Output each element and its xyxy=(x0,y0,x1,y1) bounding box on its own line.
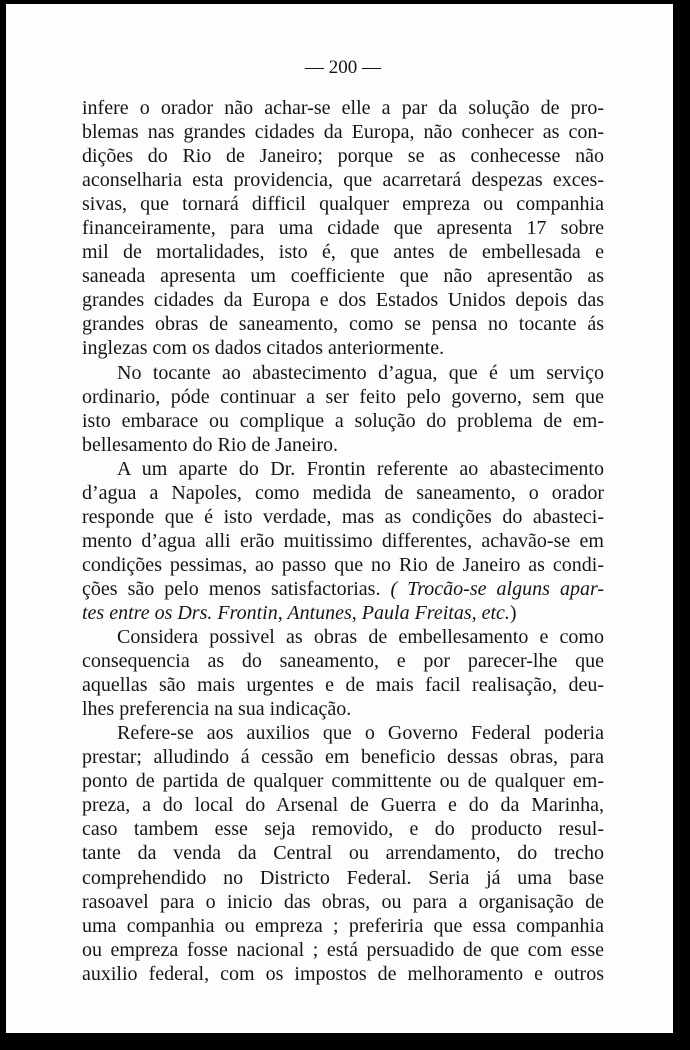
text-line: saneada apresenta um coefficiente que não apresentão as xyxy=(82,265,604,288)
paragraph xyxy=(82,721,604,986)
text-line: responde que é isto verdade, mas as condições do abasteci- xyxy=(82,505,604,528)
text-line: grandes cidades da Europa e dos Estados Unidos depois das xyxy=(82,289,604,312)
text-line: lhes preferencia na sua indicação. xyxy=(82,698,352,721)
italic-text-segment: ( Trocão-se alguns apar- xyxy=(390,577,604,600)
text-line: aquellas são mais urgentes e de mais facil realisação, deu- xyxy=(82,674,604,697)
text-line: A um aparte do Dr. Frontin referente ao abastecimento xyxy=(117,457,604,480)
italic-text-segment: tes entre os Drs. Frontin, Antunes, Paula Freitas, etc. xyxy=(82,601,510,624)
text-line: tante da venda da Central ou arrendamento, do trecho xyxy=(82,842,604,865)
text-line: blemas nas grandes cidades da Europa, não conhecer as con- xyxy=(82,121,604,144)
roman-text-segment: ) xyxy=(509,601,517,624)
text-line: uma companhia ou empreza ; preferiria que essa companhia xyxy=(82,914,604,937)
text-line: isto embarace ou complique a solução do problema de em- xyxy=(82,409,604,432)
text-line: ou empreza fosse nacional ; está persuadido de que com esse xyxy=(82,938,604,961)
text-line: dições do Rio de Janeiro; porque se as conhecesse não xyxy=(82,145,604,168)
text-line: ponto de partida de qualquer committente ou de qualquer em- xyxy=(82,770,604,793)
text-line: comprehendido no Districto Federal. Seria já uma base xyxy=(82,866,604,889)
text-line: condições pessimas, ao passo que no Rio de Janeiro as condi- xyxy=(82,553,604,576)
text-line: bellesamento do Rio de Janeiro. xyxy=(82,433,339,456)
text-line xyxy=(82,601,604,625)
text-line: inglezas com os dados citados anteriormente. xyxy=(82,337,445,360)
text-line: caso tambem esse seja removido, e do producto resul- xyxy=(82,818,604,841)
paragraph xyxy=(82,457,604,625)
text-line: consequencia as do saneamento, e por parecer-lhe que xyxy=(82,650,604,673)
text-line: financeiramente, para uma cidade que apresenta 17 sobre xyxy=(82,217,604,240)
text-line: Considera possivel as obras de embellesamento e como xyxy=(117,626,604,649)
text-line: mento d’agua alli erão muitissimo differentes, achavão-se em xyxy=(82,529,604,552)
text-column xyxy=(82,96,604,986)
paragraph xyxy=(82,625,604,721)
text-line: rasoavel para o inicio das obras, ou para a organisação de xyxy=(82,890,604,913)
text-line: sivas, que tornará difficil qualquer empreza ou companhia xyxy=(82,193,604,216)
paragraph xyxy=(82,96,604,361)
text-line: prestar; alludindo á cessão em beneficio dessas obras, para xyxy=(82,746,604,769)
text-line: No tocante ao abastecimento d’agua, que é um serviço xyxy=(117,361,604,384)
page-number: — 200 — xyxy=(305,57,381,78)
text-line: mil de mortalidades, isto é, que antes de embellesada e xyxy=(82,241,604,264)
text-line: aconselharia esta providencia, que acarretará despezas exces- xyxy=(82,169,604,192)
paragraph xyxy=(82,361,604,457)
text-line: Refere-se aos auxilios que o Governo Federal poderia xyxy=(117,722,604,745)
text-line: d’agua a Napoles, como medida de saneamento, o orador xyxy=(82,481,604,504)
text-line: ordinario, póde continuar a ser feito pelo governo, sem que xyxy=(82,385,604,408)
text-line: auxilio federal, com os impostos de melhoramento e outros xyxy=(82,962,604,985)
text-line: preza, a do local do Arsenal de Guerra e do da Marinha, xyxy=(82,794,604,817)
roman-text-segment: ções são pelo menos satisfactorias. xyxy=(82,577,381,600)
text-line: grandes obras de saneamento, como se pensa no tocante ás xyxy=(82,313,604,336)
text-line xyxy=(82,577,604,601)
text-line: infere o orador não achar-se elle a par da solução de pro- xyxy=(82,97,604,119)
